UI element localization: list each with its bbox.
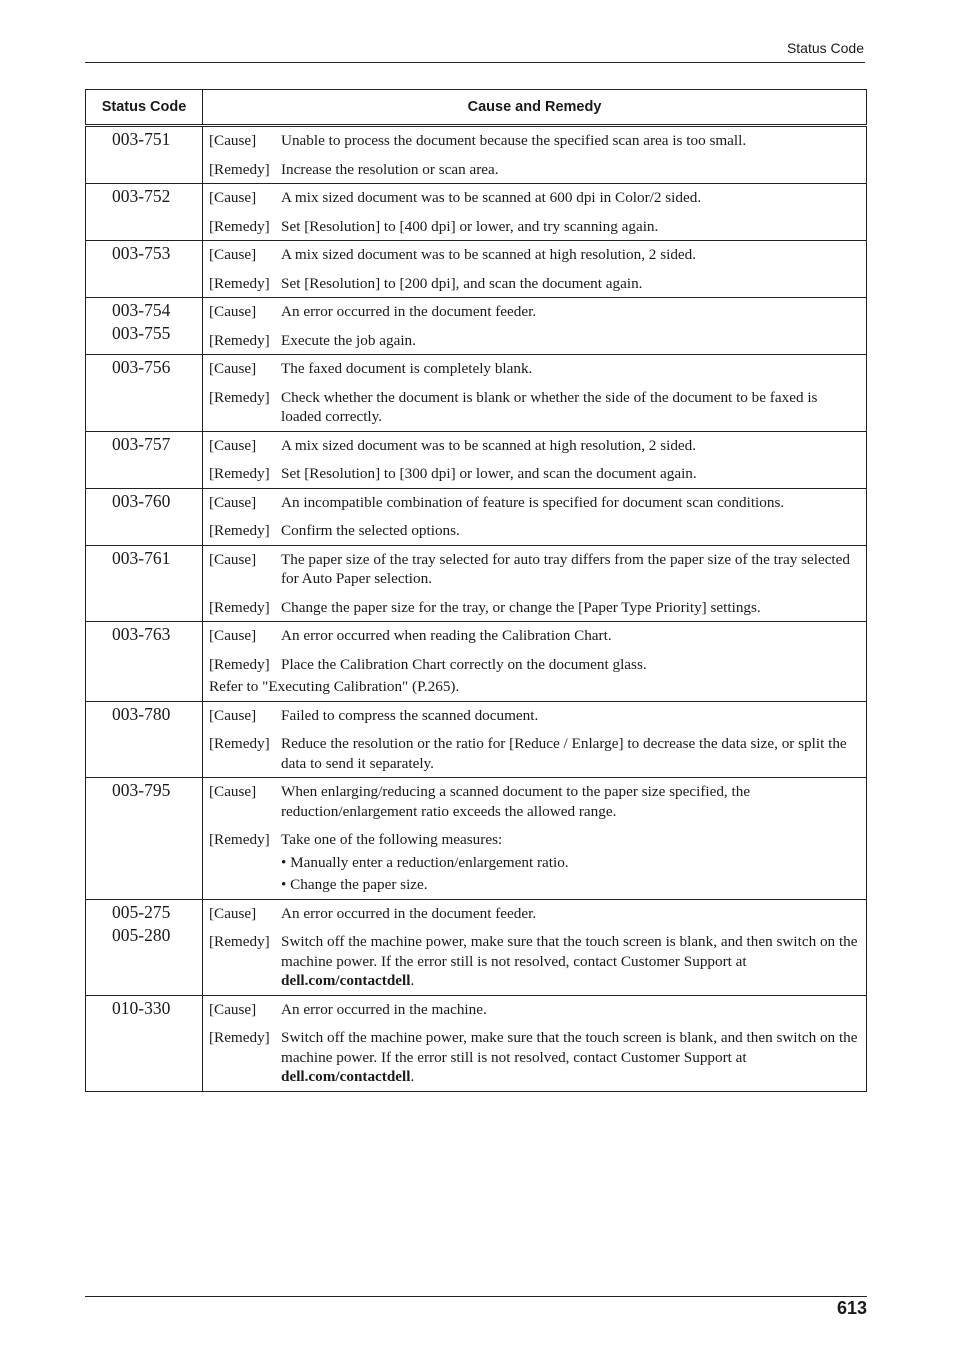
entry-text-block (281, 550, 858, 589)
entry-text: Unable to process the document because the specified scan area is too small. (281, 132, 747, 149)
entry-text: Switch off the machine power, make sure that the touch screen is blank, and then switch on the machine power. If the error still is not resolved, contact Customer Support at (281, 1029, 858, 1066)
cause-remedy-entry (209, 706, 858, 726)
cause-remedy-entry (209, 1000, 858, 1020)
cause-remedy-cell (203, 431, 867, 488)
table-row (86, 545, 867, 622)
cause-remedy-entry (209, 1028, 858, 1087)
cause-remedy-cell (203, 701, 867, 778)
entry-text-block (281, 302, 858, 322)
table-row (86, 355, 867, 432)
cause-remedy-entry (209, 782, 858, 821)
cause-remedy-entry (209, 598, 858, 618)
entry-text: Check whether the document is blank or whether the side of the document to be faxed is loaded correctly. (281, 388, 818, 425)
entry-text: An error occurred in the document feeder. (281, 904, 537, 922)
cause-remedy-entry (209, 359, 858, 379)
entry-text: An incompatible combination of feature is specified for document scan conditions. (281, 493, 785, 511)
table-row (86, 778, 867, 900)
cause-remedy-entry (209, 217, 858, 237)
entry-text: Set [Resolution] to [400 dpi] or lower, and try scanning again. (281, 217, 659, 235)
cause-remedy-entry (209, 932, 858, 991)
cause-remedy-entry (209, 521, 858, 541)
entry-text-block (281, 1000, 858, 1020)
cause-remedy-entry (209, 245, 858, 265)
table-row (86, 622, 867, 702)
entry-text-block (281, 706, 858, 726)
entry-text-block (281, 359, 858, 379)
status-code: 003-751 (112, 129, 171, 149)
cause-remedy-cell (203, 545, 867, 622)
cause-remedy-entry (209, 904, 858, 924)
status-code-cell (86, 488, 203, 545)
table-row (86, 126, 867, 184)
entry-text: Reduce the resolution or the ratio for [Reduce / Enlarge] to decrease the data size, or split the data to send it separately. (281, 735, 847, 772)
status-code: 003-755 (112, 323, 171, 343)
table-row (86, 241, 867, 298)
cause-remedy-entry (209, 464, 858, 484)
footer-divider (85, 1296, 867, 1297)
entry-text: Execute the job again. (281, 331, 416, 349)
entry-text-block (281, 217, 858, 237)
entry-label: [Remedy] (209, 831, 270, 848)
entry-text-block (281, 245, 858, 265)
entry-text-block (281, 274, 858, 294)
entry-text-block (281, 598, 858, 618)
entry-label: [Remedy] (209, 465, 270, 482)
entry-label: [Remedy] (209, 160, 270, 178)
entry-text-block (281, 160, 858, 180)
table-row (86, 899, 867, 995)
entry-label: [Cause] (209, 904, 257, 922)
status-code: 003-756 (112, 357, 171, 377)
status-code: 003-780 (112, 703, 171, 724)
entry-text: When enlarging/reducing a scanned document to the paper size specified, the reduction/enlargement ratio exceeds the allowed range. (281, 783, 751, 820)
entry-label: [Remedy] (209, 274, 270, 292)
entry-label: [Cause] (209, 1000, 257, 1018)
status-code: 005-280 (112, 924, 171, 945)
entry-text-block (281, 521, 858, 541)
cause-remedy-cell (203, 778, 867, 900)
entry-label: [Cause] (209, 706, 257, 724)
entry-label: [Cause] (209, 493, 257, 511)
entry-text-block (281, 626, 858, 646)
entry-text: Failed to compress the scanned document. (281, 706, 539, 724)
entry-text: A mix sized document was to be scanned at high resolution, 2 sided. (281, 246, 697, 263)
entry-text: An error occurred in the machine. (281, 1000, 487, 1018)
cause-remedy-cell (203, 622, 867, 702)
status-code-cell (86, 355, 203, 432)
entry-label: [Remedy] (209, 933, 270, 950)
entry-text: Take one of the following measures: (281, 831, 503, 848)
bullet-item: • Manually enter a reduction/enlargement ratio. (281, 853, 569, 871)
cause-remedy-cell (203, 126, 867, 184)
entry-text-block (281, 830, 858, 895)
entry-text: An error occurred when reading the Calibration Chart. (281, 627, 612, 644)
status-code-cell (86, 899, 203, 995)
entry-text-block (281, 464, 858, 484)
entry-label: [Cause] (209, 246, 257, 263)
cause-remedy-entry (209, 734, 858, 773)
status-code: 003-761 (112, 547, 171, 568)
column-header-status-code: Status Code (86, 90, 203, 126)
status-code-cell (86, 622, 203, 702)
entry-text-block (281, 904, 858, 924)
entry-text-block (281, 782, 858, 821)
entry-text: Change the paper size for the tray, or change the [Paper Type Priority] settings. (281, 598, 761, 616)
entry-label: [Remedy] (209, 522, 270, 539)
entry-label: [Cause] (209, 303, 257, 320)
table-row (86, 431, 867, 488)
entry-text-block (281, 388, 858, 427)
status-code-cell (86, 701, 203, 778)
cause-remedy-entry (209, 331, 858, 351)
status-code: 005-275 (112, 901, 171, 922)
entry-text: A mix sized document was to be scanned at high resolution, 2 sided. (281, 436, 697, 454)
entry-text: Switch off the machine power, make sure that the touch screen is blank, and then switch on the machine power. If the error still is not resolved, contact Customer Support at (281, 933, 858, 970)
entry-text: Place the Calibration Chart correctly on the document glass. (281, 655, 647, 673)
status-code: 010-330 (112, 997, 171, 1018)
status-code-cell (86, 545, 203, 622)
entry-text: Increase the resolution or scan area. (281, 160, 499, 178)
cause-remedy-entry (209, 188, 858, 208)
entry-text-block (281, 331, 858, 351)
cause-remedy-entry (209, 131, 858, 151)
cause-remedy-entry (209, 302, 858, 322)
entry-label: [Remedy] (209, 388, 270, 406)
cause-remedy-entry (209, 436, 858, 456)
cause-remedy-entry (209, 160, 858, 180)
entry-label: [Cause] (209, 550, 257, 568)
entry-label: [Cause] (209, 627, 257, 644)
cause-remedy-entry (209, 493, 858, 513)
table-row (86, 184, 867, 241)
cause-remedy-entry (209, 388, 858, 427)
entry-label: [Cause] (209, 360, 257, 377)
cause-remedy-cell (203, 995, 867, 1091)
entry-text: The faxed document is completely blank. (281, 360, 533, 377)
table-body (86, 126, 867, 1092)
entry-label: [Remedy] (209, 598, 270, 616)
cause-remedy-entry (209, 550, 858, 589)
cause-remedy-cell (203, 184, 867, 241)
status-code: 003-760 (112, 490, 171, 511)
cause-remedy-entry (209, 830, 858, 895)
status-code-cell (86, 184, 203, 241)
status-code: 003-752 (112, 186, 171, 206)
entry-text: An error occurred in the document feeder. (281, 303, 537, 320)
entry-label: [Remedy] (209, 655, 270, 673)
status-code-table (85, 89, 867, 1092)
column-header-cause-remedy: Cause and Remedy (203, 90, 867, 126)
support-link[interactable]: dell.com/contactdell (281, 972, 411, 989)
status-code-cell (86, 778, 203, 900)
entry-suffix: . (410, 972, 415, 989)
entry-label: [Remedy] (209, 217, 270, 235)
entry-text-block (281, 1028, 858, 1087)
entry-text: The paper size of the tray selected for auto tray differs from the paper size of the tray selected for Auto Paper selection. (281, 550, 850, 587)
status-code: 003-795 (112, 780, 171, 800)
entry-text-block (281, 932, 858, 991)
cause-remedy-entry (209, 655, 858, 675)
cause-remedy-cell (203, 241, 867, 298)
entry-text-block (281, 734, 858, 773)
entry-text-block (281, 493, 858, 513)
entry-label: [Cause] (209, 436, 257, 454)
header-divider (85, 62, 865, 63)
cause-remedy-entry (209, 274, 858, 294)
table-header-row (86, 90, 867, 126)
cause-remedy-cell (203, 355, 867, 432)
entry-label: [Remedy] (209, 331, 270, 349)
entry-text: A mix sized document was to be scanned at 600 dpi in Color/2 sided. (281, 189, 702, 206)
status-code: 003-754 (112, 300, 171, 320)
entry-suffix: . (410, 1068, 415, 1085)
status-code: 003-753 (112, 243, 171, 263)
status-code: 003-757 (112, 433, 171, 454)
cause-remedy-cell (203, 488, 867, 545)
cause-remedy-entry (209, 626, 858, 646)
table-row (86, 298, 867, 355)
reference-note: Refer to "Executing Calibration" (P.265). (209, 678, 460, 695)
table-row (86, 701, 867, 778)
entry-text: Set [Resolution] to [200 dpi], and scan the document again. (281, 274, 643, 292)
entry-text-block (281, 188, 858, 208)
table-row (86, 488, 867, 545)
entry-label: [Cause] (209, 132, 257, 149)
entry-label: [Remedy] (209, 735, 270, 752)
entry-label: [Remedy] (209, 1029, 270, 1046)
running-header-title: Status Code (786, 40, 864, 56)
status-code-cell (86, 431, 203, 488)
status-code-cell (86, 241, 203, 298)
status-code-cell (86, 126, 203, 184)
status-code-cell (86, 995, 203, 1091)
entry-text: Confirm the selected options. (281, 522, 460, 539)
bullet-item: • Change the paper size. (281, 876, 428, 893)
entry-text-block (281, 131, 858, 151)
entry-label: [Cause] (209, 783, 257, 800)
entry-label: [Cause] (209, 189, 257, 206)
table-row (86, 995, 867, 1091)
status-code-cell (86, 298, 203, 355)
entry-text-block (281, 436, 858, 456)
support-link[interactable]: dell.com/contactdell (281, 1068, 411, 1085)
cause-remedy-cell (203, 298, 867, 355)
entry-text: Set [Resolution] to [300 dpi] or lower, and scan the document again. (281, 465, 697, 482)
status-code: 003-763 (112, 624, 171, 644)
entry-text-block (281, 655, 858, 675)
page-number: 613 (836, 1298, 867, 1318)
cause-remedy-cell (203, 899, 867, 995)
